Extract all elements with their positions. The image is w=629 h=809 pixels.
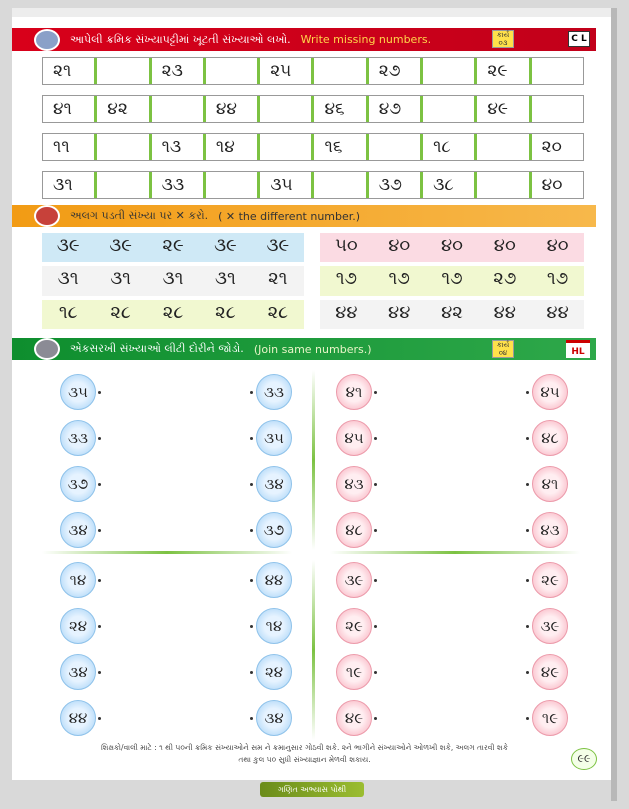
blank-number-cell[interactable] bbox=[97, 134, 151, 160]
match-number-circle[interactable]: ૩૭ bbox=[256, 512, 292, 548]
connector-dot[interactable] bbox=[98, 717, 101, 720]
connector-dot[interactable] bbox=[526, 625, 529, 628]
odd-one-out-number[interactable]: ૧૭ bbox=[320, 266, 373, 295]
number-cell: ૨૦ bbox=[541, 137, 562, 157]
match-number-circle[interactable]: ૧૯ bbox=[532, 700, 568, 736]
connector-dot[interactable] bbox=[526, 671, 529, 674]
odd-one-out-right-block bbox=[320, 233, 584, 329]
connector-dot[interactable] bbox=[374, 529, 377, 532]
match-number-circle[interactable]: ૩૪ bbox=[256, 700, 292, 736]
connector-dot[interactable] bbox=[374, 483, 377, 486]
number-cell: ૩૫ bbox=[260, 172, 314, 198]
divider-vertical-bottom bbox=[312, 560, 315, 740]
match-number-circle[interactable]: ૪૮ bbox=[336, 512, 372, 548]
match-number-circle[interactable]: ૪૩ bbox=[336, 466, 372, 502]
odd-one-out-number[interactable]: ૨૮ bbox=[199, 300, 251, 329]
number-cell: ૪૦ bbox=[541, 175, 563, 195]
number-cell: ૧૧ bbox=[43, 134, 97, 160]
odd-one-out-number[interactable]: ૩૧ bbox=[94, 266, 146, 295]
odd-one-out-number[interactable]: ૪૪ bbox=[478, 300, 531, 329]
odd-one-out-number[interactable]: ૪૪ bbox=[320, 300, 373, 329]
section3-title-english: (Join same numbers.) bbox=[253, 342, 372, 356]
odd-one-out-number[interactable]: ૧૭ bbox=[426, 266, 479, 295]
match-number-circle[interactable]: ૪૩ bbox=[532, 512, 568, 548]
odd-one-out-number[interactable]: ૩૯ bbox=[199, 233, 251, 262]
match-number-circle[interactable]: ૨૯ bbox=[336, 608, 372, 644]
odd-one-out-number[interactable]: ૨૭ bbox=[478, 266, 531, 295]
page-number: ૯૯ bbox=[571, 748, 597, 770]
odd-one-out-left-block bbox=[42, 233, 304, 329]
odd-one-out-number[interactable]: ૪૦ bbox=[426, 233, 479, 262]
number-cell: ૨૯ bbox=[477, 58, 531, 84]
connector-dot[interactable] bbox=[98, 579, 101, 582]
connector-dot[interactable] bbox=[98, 625, 101, 628]
blank-number-cell[interactable] bbox=[423, 96, 477, 122]
connector-dot[interactable] bbox=[98, 391, 101, 394]
number-cell: ૪૯ bbox=[477, 96, 531, 122]
match-number-circle[interactable]: ૩૩ bbox=[256, 374, 292, 410]
connector-dot[interactable] bbox=[250, 483, 253, 486]
blank-number-cell[interactable] bbox=[532, 96, 583, 122]
match-number-circle[interactable]: ૧૯ bbox=[336, 654, 372, 690]
blank-number-cell[interactable] bbox=[97, 58, 151, 84]
match-number-circle[interactable]: ૩૪ bbox=[60, 512, 96, 548]
connector-dot[interactable] bbox=[374, 391, 377, 394]
number-strip-row bbox=[42, 171, 584, 199]
connector-dot[interactable] bbox=[250, 579, 253, 582]
dog-mascot-icon bbox=[34, 205, 60, 227]
match-number-circle[interactable]: ૩૯ bbox=[336, 562, 372, 598]
odd-one-out-number[interactable]: ૧૭ bbox=[373, 266, 426, 295]
number-cell: ૩૮ bbox=[423, 172, 477, 198]
match-number-circle[interactable]: ૪૫ bbox=[336, 420, 372, 456]
number-cell: ૧૪ bbox=[206, 134, 260, 160]
connector-dot[interactable] bbox=[250, 529, 253, 532]
connector-dot[interactable] bbox=[374, 625, 377, 628]
blank-number-cell[interactable] bbox=[423, 58, 477, 84]
match-number-circle[interactable]: ૩૫ bbox=[256, 420, 292, 456]
divider-vertical-top bbox=[312, 370, 315, 550]
connector-dot[interactable] bbox=[250, 625, 253, 628]
match-number-circle[interactable]: ૪૪ bbox=[60, 700, 96, 736]
number-cell: ૪૪ bbox=[206, 96, 260, 122]
connector-dot[interactable] bbox=[98, 483, 101, 486]
blank-number-cell[interactable] bbox=[152, 96, 206, 122]
rhino-mascot-icon bbox=[34, 338, 60, 360]
number-strip-row bbox=[42, 133, 584, 161]
section2-header bbox=[12, 205, 596, 227]
connector-dot[interactable] bbox=[98, 437, 101, 440]
number-cell: ૨૭ bbox=[369, 58, 423, 84]
odd-one-out-number[interactable]: ૪૪ bbox=[373, 300, 426, 329]
match-number-circle[interactable]: ૨૪ bbox=[256, 654, 292, 690]
connector-dot[interactable] bbox=[526, 579, 529, 582]
section1-title-english: Write missing numbers. bbox=[300, 33, 432, 46]
match-number-circle[interactable]: ૨૪ bbox=[60, 608, 96, 644]
number-strip-row bbox=[42, 95, 584, 123]
blank-number-cell[interactable] bbox=[260, 134, 314, 160]
divider-horizontal-right bbox=[330, 551, 580, 554]
match-number-circle[interactable]: ૩૪ bbox=[256, 466, 292, 502]
blank-number-cell[interactable] bbox=[532, 58, 583, 84]
divider-horizontal-left bbox=[42, 551, 292, 554]
number-cell: ૧૬ bbox=[314, 134, 368, 160]
match-number-circle[interactable]: ૪૯ bbox=[532, 654, 568, 690]
odd-one-out-number[interactable]: ૪૦ bbox=[373, 233, 426, 262]
odd-one-out-number[interactable]: ૨૯ bbox=[147, 233, 199, 262]
blank-number-cell[interactable] bbox=[314, 58, 368, 84]
odd-one-out-number[interactable]: ૩૯ bbox=[252, 233, 304, 262]
connector-dot[interactable] bbox=[526, 437, 529, 440]
section3-header bbox=[12, 338, 596, 360]
section2-title-english: ( ✕ the different number.) bbox=[218, 209, 361, 223]
connector-dot[interactable] bbox=[526, 391, 529, 394]
blank-number-cell[interactable] bbox=[477, 172, 531, 198]
connector-dot[interactable] bbox=[374, 717, 377, 720]
match-number-circle[interactable]: ૪૯ bbox=[336, 700, 372, 736]
book-title-label: ગણિત અભ્યાસ પોથી bbox=[260, 782, 364, 797]
match-number-circle[interactable]: ૪૮ bbox=[532, 420, 568, 456]
match-number-circle[interactable]: ૪૫ bbox=[532, 374, 568, 410]
odd-one-out-number[interactable]: ૩૯ bbox=[42, 233, 94, 262]
match-number-circle[interactable]: ૪૧ bbox=[532, 466, 568, 502]
number-cell: ૧૩ bbox=[152, 134, 206, 160]
blank-number-cell[interactable] bbox=[369, 134, 423, 160]
match-number-circle[interactable]: ૧૪ bbox=[256, 608, 292, 644]
connector-dot[interactable] bbox=[250, 437, 253, 440]
match-number-circle[interactable]: ૪૪ bbox=[256, 562, 292, 598]
number-cell: ૨૧ bbox=[43, 58, 97, 84]
number-cell: ૪૭ bbox=[369, 96, 423, 122]
number-cell: ૩૭ bbox=[369, 172, 423, 198]
connector-dot[interactable] bbox=[250, 671, 253, 674]
section1-activity-badge: કાર્ય ૦૩ bbox=[492, 30, 514, 48]
teacher-note-line2: તથા કુલ ૫૦ સુધી સંખ્યાજ્ઞાન મેળવી શકાય. bbox=[238, 755, 371, 764]
number-strip-row bbox=[42, 57, 584, 85]
match-number-circle[interactable]: ૩૯ bbox=[532, 608, 568, 644]
odd-one-out-number[interactable]: ૨૮ bbox=[252, 300, 304, 329]
connector-dot[interactable] bbox=[526, 529, 529, 532]
connector-dot[interactable] bbox=[98, 529, 101, 532]
odd-one-out-number[interactable]: ૨૧ bbox=[252, 266, 304, 295]
odd-one-out-number[interactable]: ૪૦ bbox=[531, 233, 584, 262]
section3-title-gujarati: એકસરખી સંખ્યાઓ લીટી દોરીને જોડો. bbox=[70, 342, 244, 355]
number-cell: ૩૩ bbox=[152, 172, 206, 198]
connector-dot[interactable] bbox=[374, 579, 377, 582]
section1-tag: C L bbox=[568, 31, 590, 47]
match-number-circle[interactable]: ૨૯ bbox=[532, 562, 568, 598]
connector-dot[interactable] bbox=[250, 391, 253, 394]
number-cell: ૩૧ bbox=[43, 172, 97, 198]
odd-one-out-number[interactable]: ૪૦ bbox=[478, 233, 531, 262]
odd-one-out-number[interactable]: ૫૦ bbox=[320, 233, 373, 262]
connector-dot[interactable] bbox=[250, 717, 253, 720]
top-strip bbox=[12, 8, 611, 17]
match-number-circle[interactable]: ૩૪ bbox=[60, 654, 96, 690]
odd-one-out-number[interactable]: ૪૨ bbox=[426, 300, 479, 329]
odd-one-out-number[interactable]: ૩૧ bbox=[199, 266, 251, 295]
blank-number-cell[interactable] bbox=[260, 96, 314, 122]
odd-one-out-number[interactable]: ૧૭ bbox=[531, 266, 584, 295]
blank-number-cell[interactable] bbox=[477, 134, 531, 160]
odd-one-out-number[interactable]: ૧૮ bbox=[42, 300, 94, 329]
worksheet-page bbox=[12, 8, 617, 801]
odd-one-out-number[interactable]: ૪૪ bbox=[531, 300, 584, 329]
blank-number-cell[interactable] bbox=[314, 172, 368, 198]
number-cell: ૪૧ bbox=[43, 96, 97, 122]
connector-dot[interactable] bbox=[98, 671, 101, 674]
match-number-circle[interactable]: ૧૪ bbox=[60, 562, 96, 598]
number-cell: ૪૬ bbox=[314, 96, 368, 122]
connector-dot[interactable] bbox=[374, 671, 377, 674]
teacher-note-line1: શિક્ષકો/વાલી માટે : ૧ થી ૫૦ની ક્રમિક સંખ્યાઓને સમ ને ક્રમાનુસાર ગોઠવી શકે. ૨ને ભાગીને સંખ્યાઓને ઓળખી શકે, અલગ તારવી શકે bbox=[100, 743, 509, 752]
match-number-circle[interactable]: ૩૫ bbox=[60, 374, 96, 410]
odd-one-out-number[interactable]: ૨૮ bbox=[147, 300, 199, 329]
match-number-circle[interactable]: ૪૧ bbox=[336, 374, 372, 410]
match-number-circle[interactable]: ૩૩ bbox=[60, 420, 96, 456]
odd-one-out-number[interactable]: ૩૧ bbox=[42, 266, 94, 295]
blank-number-cell[interactable] bbox=[206, 172, 260, 198]
match-number-circle[interactable]: ૩૭ bbox=[60, 466, 96, 502]
blank-number-cell[interactable] bbox=[206, 58, 260, 84]
section3-tag: HL bbox=[566, 340, 590, 358]
number-cell: ૨૩ bbox=[152, 58, 206, 84]
section1-header bbox=[12, 28, 596, 51]
section1-title-gujarati: આપેલી ક્રમિક સંખ્યાપટ્ટીમાં ખૂટતી સંખ્યાઓ લખો. bbox=[70, 32, 291, 46]
blank-number-cell[interactable] bbox=[97, 172, 151, 198]
teacher-note bbox=[32, 742, 577, 766]
number-cell: ૧૮ bbox=[423, 134, 477, 160]
elephant-mascot-icon bbox=[34, 29, 60, 51]
connector-dot[interactable] bbox=[526, 717, 529, 720]
number-cell: ૨૫ bbox=[260, 58, 314, 84]
number-cell: ૪૨ bbox=[97, 96, 151, 122]
odd-one-out-number[interactable]: ૩૯ bbox=[94, 233, 146, 262]
connector-dot[interactable] bbox=[374, 437, 377, 440]
connector-dot[interactable] bbox=[526, 483, 529, 486]
odd-one-out-number[interactable]: ૨૮ bbox=[94, 300, 146, 329]
odd-one-out-number[interactable]: ૩૧ bbox=[147, 266, 199, 295]
section2-title-gujarati: અલગ પડતી સંખ્યા પર ✕ કરો. bbox=[70, 209, 209, 222]
section3-activity-badge: કાર્ય ૦૪ bbox=[492, 340, 514, 358]
